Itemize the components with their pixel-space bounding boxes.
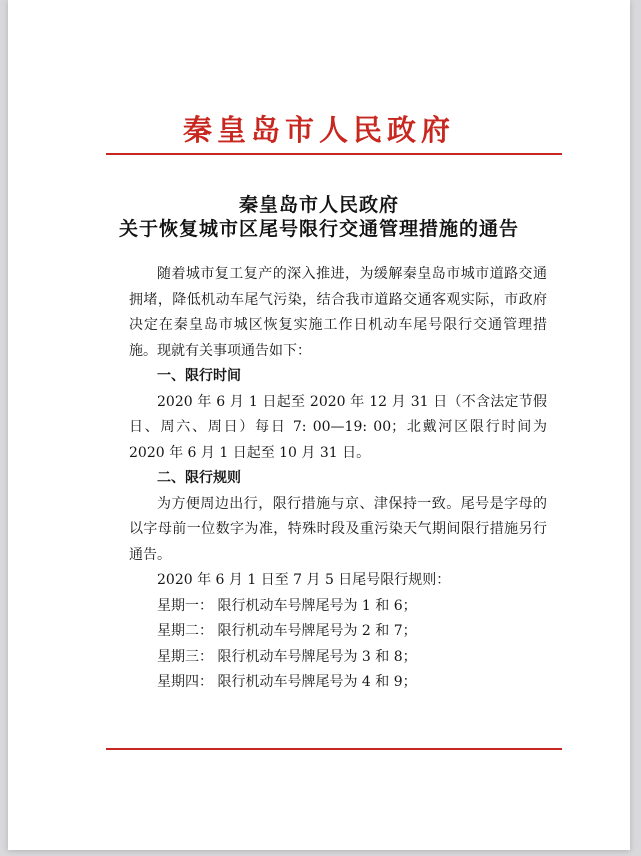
letterhead: 秦皇岛市人民政府 bbox=[182, 113, 455, 147]
schedule-intro: 2020 年 6 月 1 日至 7 月 5 日尾号限行规则： bbox=[157, 572, 451, 588]
schedule-item-monday: 星期一： 限行机动车号牌尾号为 1 和 6； bbox=[157, 597, 417, 614]
schedule-item-thursday: 星期四： 限行机动车号牌尾号为 4 和 9； bbox=[157, 674, 417, 690]
notice-title-issuer: 秦皇岛市人民政府 bbox=[238, 194, 399, 216]
schedule-item-tuesday: 星期二： 限行机动车号牌尾号为 2 和 7； bbox=[157, 623, 417, 639]
rules-paragraph: 为方便周边出行，限行措施与京、津保持一致。尾号是字母的以字母前一位数字为准，特殊时段及重污染天气期间限行措施另行通告。 bbox=[129, 495, 547, 563]
header-rule bbox=[106, 153, 562, 155]
document-page bbox=[8, 0, 630, 850]
notice-body bbox=[129, 262, 547, 696]
schedule-item-wednesday: 星期三： 限行机动车号牌尾号为 3 和 8； bbox=[157, 648, 417, 665]
footer-rule bbox=[106, 748, 562, 750]
section-heading-time: 一、限行时间 bbox=[157, 368, 241, 384]
intro-paragraph: 随着城市复工复产的深入推进，为缓解秦皇岛市城市道路交通拥堵，降低机动车尾气污染，结合我市道路交通客观实际，市政府决定在秦皇岛市城区恢复实施工作日机动车尾号限行交通管理措施。现就有关事项通告如下： bbox=[129, 266, 547, 359]
time-paragraph: 2020 年 6 月 1 日起至 2020 年 12 月 31 日（不含法定节假日、周六、周日）每日 7: 00—19: 00；北戴河区限行时间为 2020 年 6 月 1 日起至 10 月 31 日。 bbox=[129, 393, 547, 461]
section-heading-rules: 二、限行规则 bbox=[157, 470, 241, 486]
notice-title-subject: 关于恢复城市区尾号限行交通管理措施的通告 bbox=[118, 218, 519, 240]
